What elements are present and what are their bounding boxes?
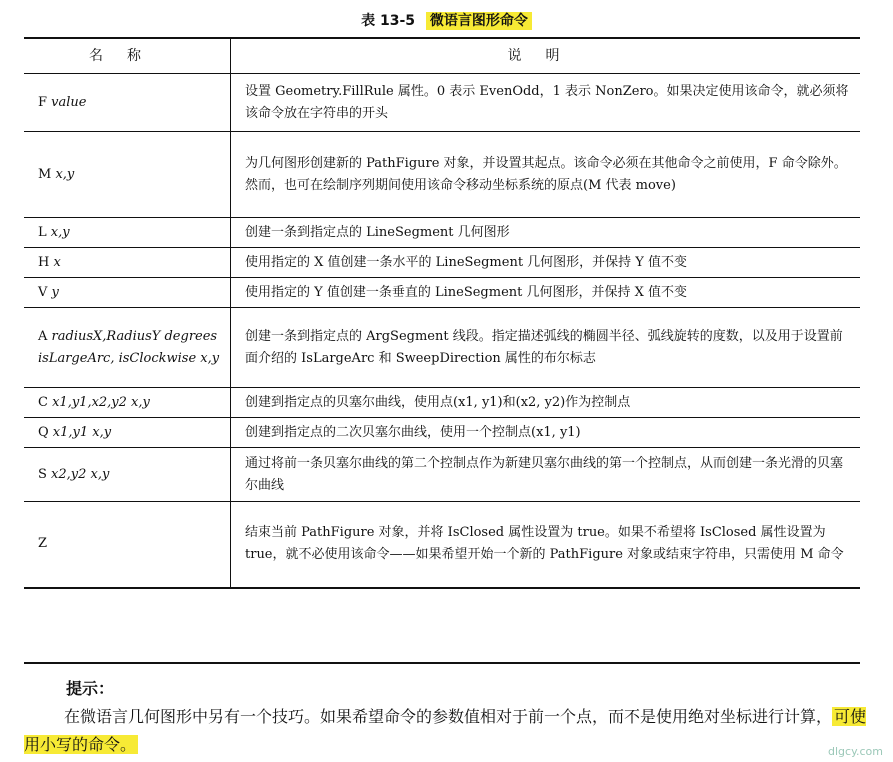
table-row (24, 388, 860, 418)
command-desc-cell: 创建一条到指定点的 ArgSegment 线段。指定描述弧线的椭圆半径、弧线旋转的度数，以及用于设置前面介绍的 IsLargeArc 和 SweepDirection 属性的布尔标志 (231, 308, 861, 388)
tip-divider (24, 662, 860, 664)
command-desc-cell: 结束当前 PathFigure 对象，并将 IsClosed 属性设置为 true。如果不希望将 IsClosed 属性设置为 true，就不必使用该命令——如果希望开始一个新的 PathFigure 对象或结束字符串，只需使用 M 命令 (231, 502, 861, 588)
command-table (24, 37, 860, 589)
header-desc: 说明 (231, 38, 861, 74)
command-name-cell: S x2,y2 x,y (24, 448, 231, 502)
command-name-cell: V y (24, 278, 231, 308)
watermark: dlgcy.com (828, 745, 883, 758)
table-row (24, 248, 860, 278)
caption-number: 表 13-5 (361, 13, 416, 29)
command-name-cell: F value (24, 74, 231, 132)
table-row (24, 74, 860, 132)
command-desc-cell: 使用指定的 X 值创建一条水平的 LineSegment 几何图形，并保持 Y 值不变 (231, 248, 861, 278)
table-row (24, 502, 860, 588)
tip-highlight: 可使用小写的命令。 (24, 707, 867, 754)
command-name-cell: C x1,y1,x2,y2 x,y (24, 388, 231, 418)
tip-body (24, 703, 870, 759)
table-row (24, 308, 860, 388)
command-name-cell: H x (24, 248, 231, 278)
command-desc-cell: 为几何图形创建新的 PathFigure 对象，并设置其起点。该命令必须在其他命令之前使用，F 命令除外。然而，也可在绘制序列期间使用该命令移动坐标系统的原点(M 代表 move) (231, 132, 861, 218)
command-name-cell: A radiusX,RadiusY degrees isLargeArc, isClockwise x,y (24, 308, 231, 388)
command-desc-cell: 设置 Geometry.FillRule 属性。0 表示 EvenOdd，1 表示 NonZero。如果决定使用该命令，就必须将该命令放在字符串的开头 (231, 74, 861, 132)
table-caption (0, 10, 893, 30)
command-desc-cell: 创建一条到指定点的 LineSegment 几何图形 (231, 218, 861, 248)
command-desc-cell: 创建到指定点的二次贝塞尔曲线，使用一个控制点(x1, y1) (231, 418, 861, 448)
table-row (24, 448, 860, 502)
caption-title: 微语言图形命令 (426, 12, 532, 30)
command-desc-cell: 创建到指定点的贝塞尔曲线，使用点(x1, y1)和(x2, y2)作为控制点 (231, 388, 861, 418)
header-name: 名称 (24, 38, 231, 74)
command-name-cell: M x,y (24, 132, 231, 218)
table-row (24, 218, 860, 248)
command-desc-cell: 使用指定的 Y 值创建一条垂直的 LineSegment 几何图形，并保持 X 值不变 (231, 278, 861, 308)
tip-title: 提示： (66, 679, 115, 698)
table-row (24, 278, 860, 308)
table-header-row (24, 38, 860, 74)
command-name-cell: Q x1,y1 x,y (24, 418, 231, 448)
tip-text: 在微语言几何图形中另有一个技巧。如果希望命令的参数值相对于前一个点，而不是使用绝对坐标进行计算， (64, 707, 833, 726)
table-row (24, 418, 860, 448)
command-name-cell: L x,y (24, 218, 231, 248)
table-row (24, 132, 860, 218)
command-desc-cell: 通过将前一条贝塞尔曲线的第二个控制点作为新建贝塞尔曲线的第一个控制点，从而创建一条光滑的贝塞尔曲线 (231, 448, 861, 502)
command-name-cell: Z (24, 502, 231, 588)
